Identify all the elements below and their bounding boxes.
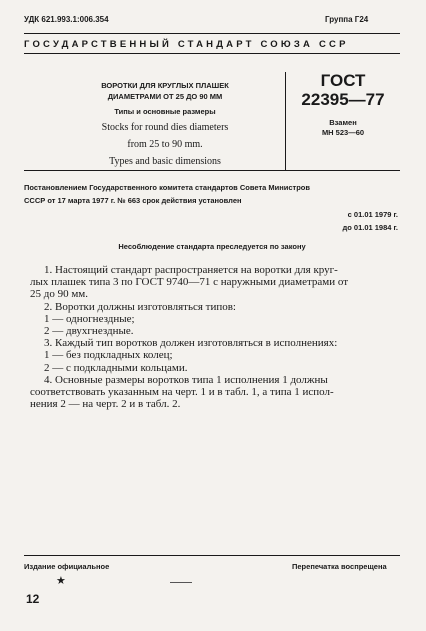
paragraph-2: 2. Воротки должны изготовляться типов: — [44, 300, 236, 313]
title-block — [60, 80, 270, 167]
title-en-line3: Types and basic dimensions — [109, 156, 221, 167]
title-en-line1: Stocks for round dies diameters — [101, 122, 229, 133]
paragraph-3: 3. Каждый тип воротков должен изготовляться в исполнениях: — [44, 337, 338, 350]
star-icon: ★ — [56, 575, 66, 587]
paragraph-2-item2: 2 — двухгнездные. — [44, 325, 134, 338]
body-text — [30, 264, 400, 410]
paragraph-4-line3: нения 2 — на черт. 2 и в табл. 2. — [30, 398, 181, 411]
title-ru-line2: ДИАМЕТРАМИ ОТ 25 ДО 90 ММ — [107, 92, 223, 101]
decree-line1: Постановлением Государственного комитета стандартов Совета Министров — [24, 183, 310, 192]
paragraph-3-item2: 2 — с подкладными кольцами. — [44, 361, 188, 374]
paragraph-3-item1: 1 — без подкладных колец; — [44, 349, 173, 362]
banner-rule — [24, 53, 400, 54]
paragraph-4-line1: 4. Основные размеры воротков типа 1 исполнения 1 должны — [44, 373, 328, 386]
edition-note: Издание официальное — [24, 562, 110, 571]
paragraph-2-item1: 1 — одногнездные; — [44, 312, 135, 325]
date-to: до 01.01 1984 г. — [342, 223, 398, 232]
replaced-value: МН 523—60 — [321, 128, 365, 137]
udk-code: УДК 621.993.1:006.354 — [24, 15, 109, 24]
reprint-note: Перепечатка воспрещена — [292, 562, 387, 571]
replaced-label: Взамен — [329, 118, 357, 127]
title-ru-line1: ВОРОТКИ ДЛЯ КРУГЛЫХ ПЛАШЕК — [101, 81, 229, 90]
paragraph-1-line2: лых плашек типа 3 по ГОСТ 9740—71 с наружными диаметрами от — [30, 276, 349, 289]
footer-rule — [24, 555, 400, 556]
decree-text — [24, 181, 400, 207]
standard-banner: ГОСУДАРСТВЕННЫЙ СТАНДАРТ СОЮЗА ССР — [24, 39, 349, 50]
title-en-line2: from 25 to 90 mm. — [127, 139, 203, 150]
group-code: Группа Г24 — [325, 15, 369, 24]
gost-number: 22395—77 — [301, 90, 385, 109]
validity-dates — [322, 208, 398, 234]
legal-warning: Несоблюдение стандарта преследуется по закону — [118, 242, 306, 251]
gost-label: ГОСТ — [320, 71, 366, 90]
gost-block — [286, 72, 400, 137]
top-rule — [24, 33, 400, 34]
decree-line2: СССР от 17 марта 1977 г. № 663 срок действия установлен — [24, 196, 242, 205]
short-divider — [170, 582, 192, 583]
title-bottom-rule — [24, 170, 400, 171]
paragraph-1-line3: 25 до 90 мм. — [30, 288, 89, 301]
paragraph-4-line2: соответствовать указанным на черт. 1 и в табл. 1, а типа 1 испол- — [30, 386, 334, 399]
page-number: 12 — [26, 592, 40, 606]
paragraph-1-line1: 1. Настоящий стандарт распространяется на воротки для круг- — [44, 264, 338, 276]
subtitle-ru: Типы и основные размеры — [114, 107, 216, 116]
date-from: с 01.01 1979 г. — [347, 210, 398, 219]
